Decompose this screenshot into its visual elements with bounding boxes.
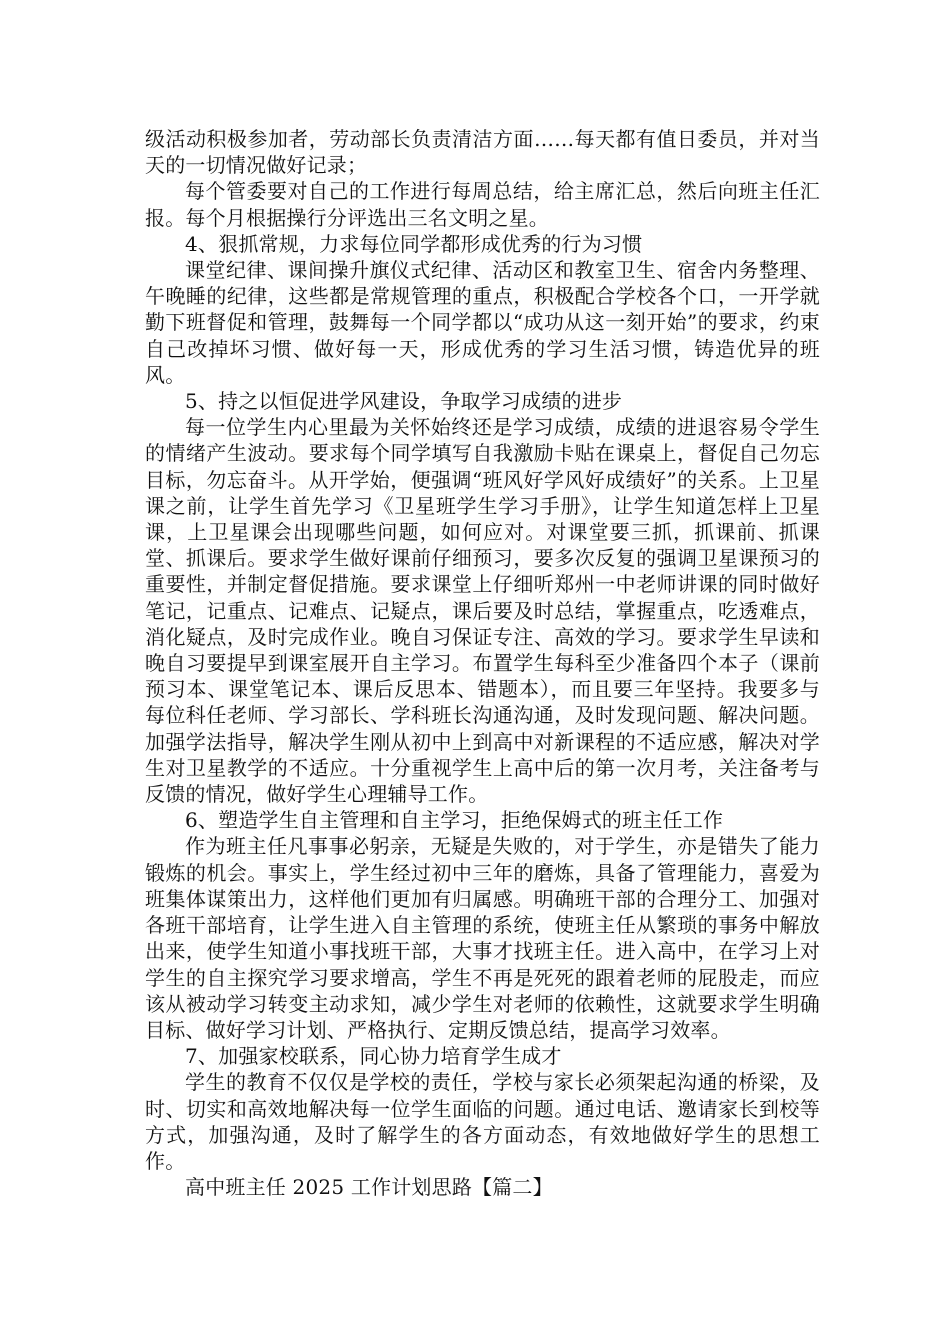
section-heading-4: 4、狠抓常规，力求每位同学都形成优秀的行为习惯 [185, 231, 643, 256]
part-two-title: 高中班主任 2025 工作计划思路【篇二】 [185, 1175, 553, 1200]
section-heading-6: 6、塑造学生自主管理和自主学习，拒绝保姆式的班主任工作 [185, 808, 724, 833]
paragraph-self-management: 作为班主任凡事事必躬亲，无疑是失败的，对于学生，亦是错失了能力锻炼的机会。事实上，学生经过初中三年的磨炼，具备了管理能力，喜爱为班集体谋策出力，这样他们更加有归属感。明确班干部的合理分工、加强对各班干部培育，让学生进入自主管理的系统，使班主任从繁琐的事务中解放出来，使学生知道小事找班干部，大事才找班主任。进入高中，在学习上对学生的自主探究学习要求增高，学生不再是死死的跟着老师的屁股走，而应该从被动学习转变主动求知，减少学生对老师的依赖性，这就要求学生明确目标、做好学习计划、严格执行、定期反馈总结，提高学习效率。 [145, 834, 820, 1042]
paragraph-continued: 级活动积极参加者，劳动部长负责清洁方面……每天都有值日委员，并对当天的一切情况做好记录； [145, 127, 820, 178]
paragraph-home-school: 学生的教育不仅仅是学校的责任，学校与家长必须架起沟通的桥梁，及时、切实和高效地解决每一位学生面临的问题。通过电话、邀请家长到校等方式，加强沟通，及时了解学生的各方面动态，有效地做好学生的思想工作。 [145, 1070, 820, 1173]
section-heading-7: 7、加强家校联系，同心协力培育学生成才 [185, 1044, 562, 1069]
paragraph-routine-management: 课堂纪律、课间操升旗仪式纪律、活动区和教室卫生、宿舍内务整理、午晚睡的纪律，这些都是常规管理的重点，积极配合学校各个口，一开学就勤下班督促和管理，鼓舞每一个同学都以“成功从这一刻开始”的要求，约束自己改掉坏习惯、做好每一天，形成优秀的学习生活习惯，铸造优异的班风。 [145, 258, 820, 387]
paragraph-committee-summary: 每个管委要对自己的工作进行每周总结，给主席汇总，然后向班主任汇报。每个月根据操行分评选出三名文明之星。 [145, 179, 820, 230]
paragraph-study-style: 每一位学生内心里最为关怀始终还是学习成绩，成绩的进退容易令学生的情绪产生波动。要求每个同学填写自我激励卡贴在课桌上，督促自己勿忘目标，勿忘奋斗。从开学始，便强调“班风好学风好成绩好”的关系。上卫星课之前，让学生首先学习《卫星班学生学习手册》，让学生知道怎样上卫星课，上卫星课会出现哪些问题，如何应对。对课堂要三抓，抓课前、抓课堂、抓课后。要求学生做好课前仔细预习，要多次反复的强调卫星课预习的重要性，并制定督促措施。要求课堂上仔细听郑州一中老师讲课的同时做好笔记，记重点、记难点、记疑点，课后要及时总结，掌握重点，吃透难点，消化疑点，及时完成作业。晚自习保证专注、高效的学习。要求学生早读和晚自习要提早到课室展开自主学习。布置学生每科至少准备四个本子（课前预习本、课堂笔记本、课后反思本、错题本），而且要三年坚持。我要多与每位科任老师、学习部长、学科班长沟通沟通，及时发现问题、解决问题。加强学法指导，解决学生刚从初中上到高中对新课程的不适应感，解决对学生对卫星教学的不适应。十分重视学生上高中后的第一次月考，关注备考与反馈的情况，做好学生心理辅导工作。 [145, 415, 820, 807]
document-page [145, 126, 820, 1200]
section-heading-5: 5、持之以恒促进学风建设，争取学习成绩的进步 [185, 389, 623, 414]
